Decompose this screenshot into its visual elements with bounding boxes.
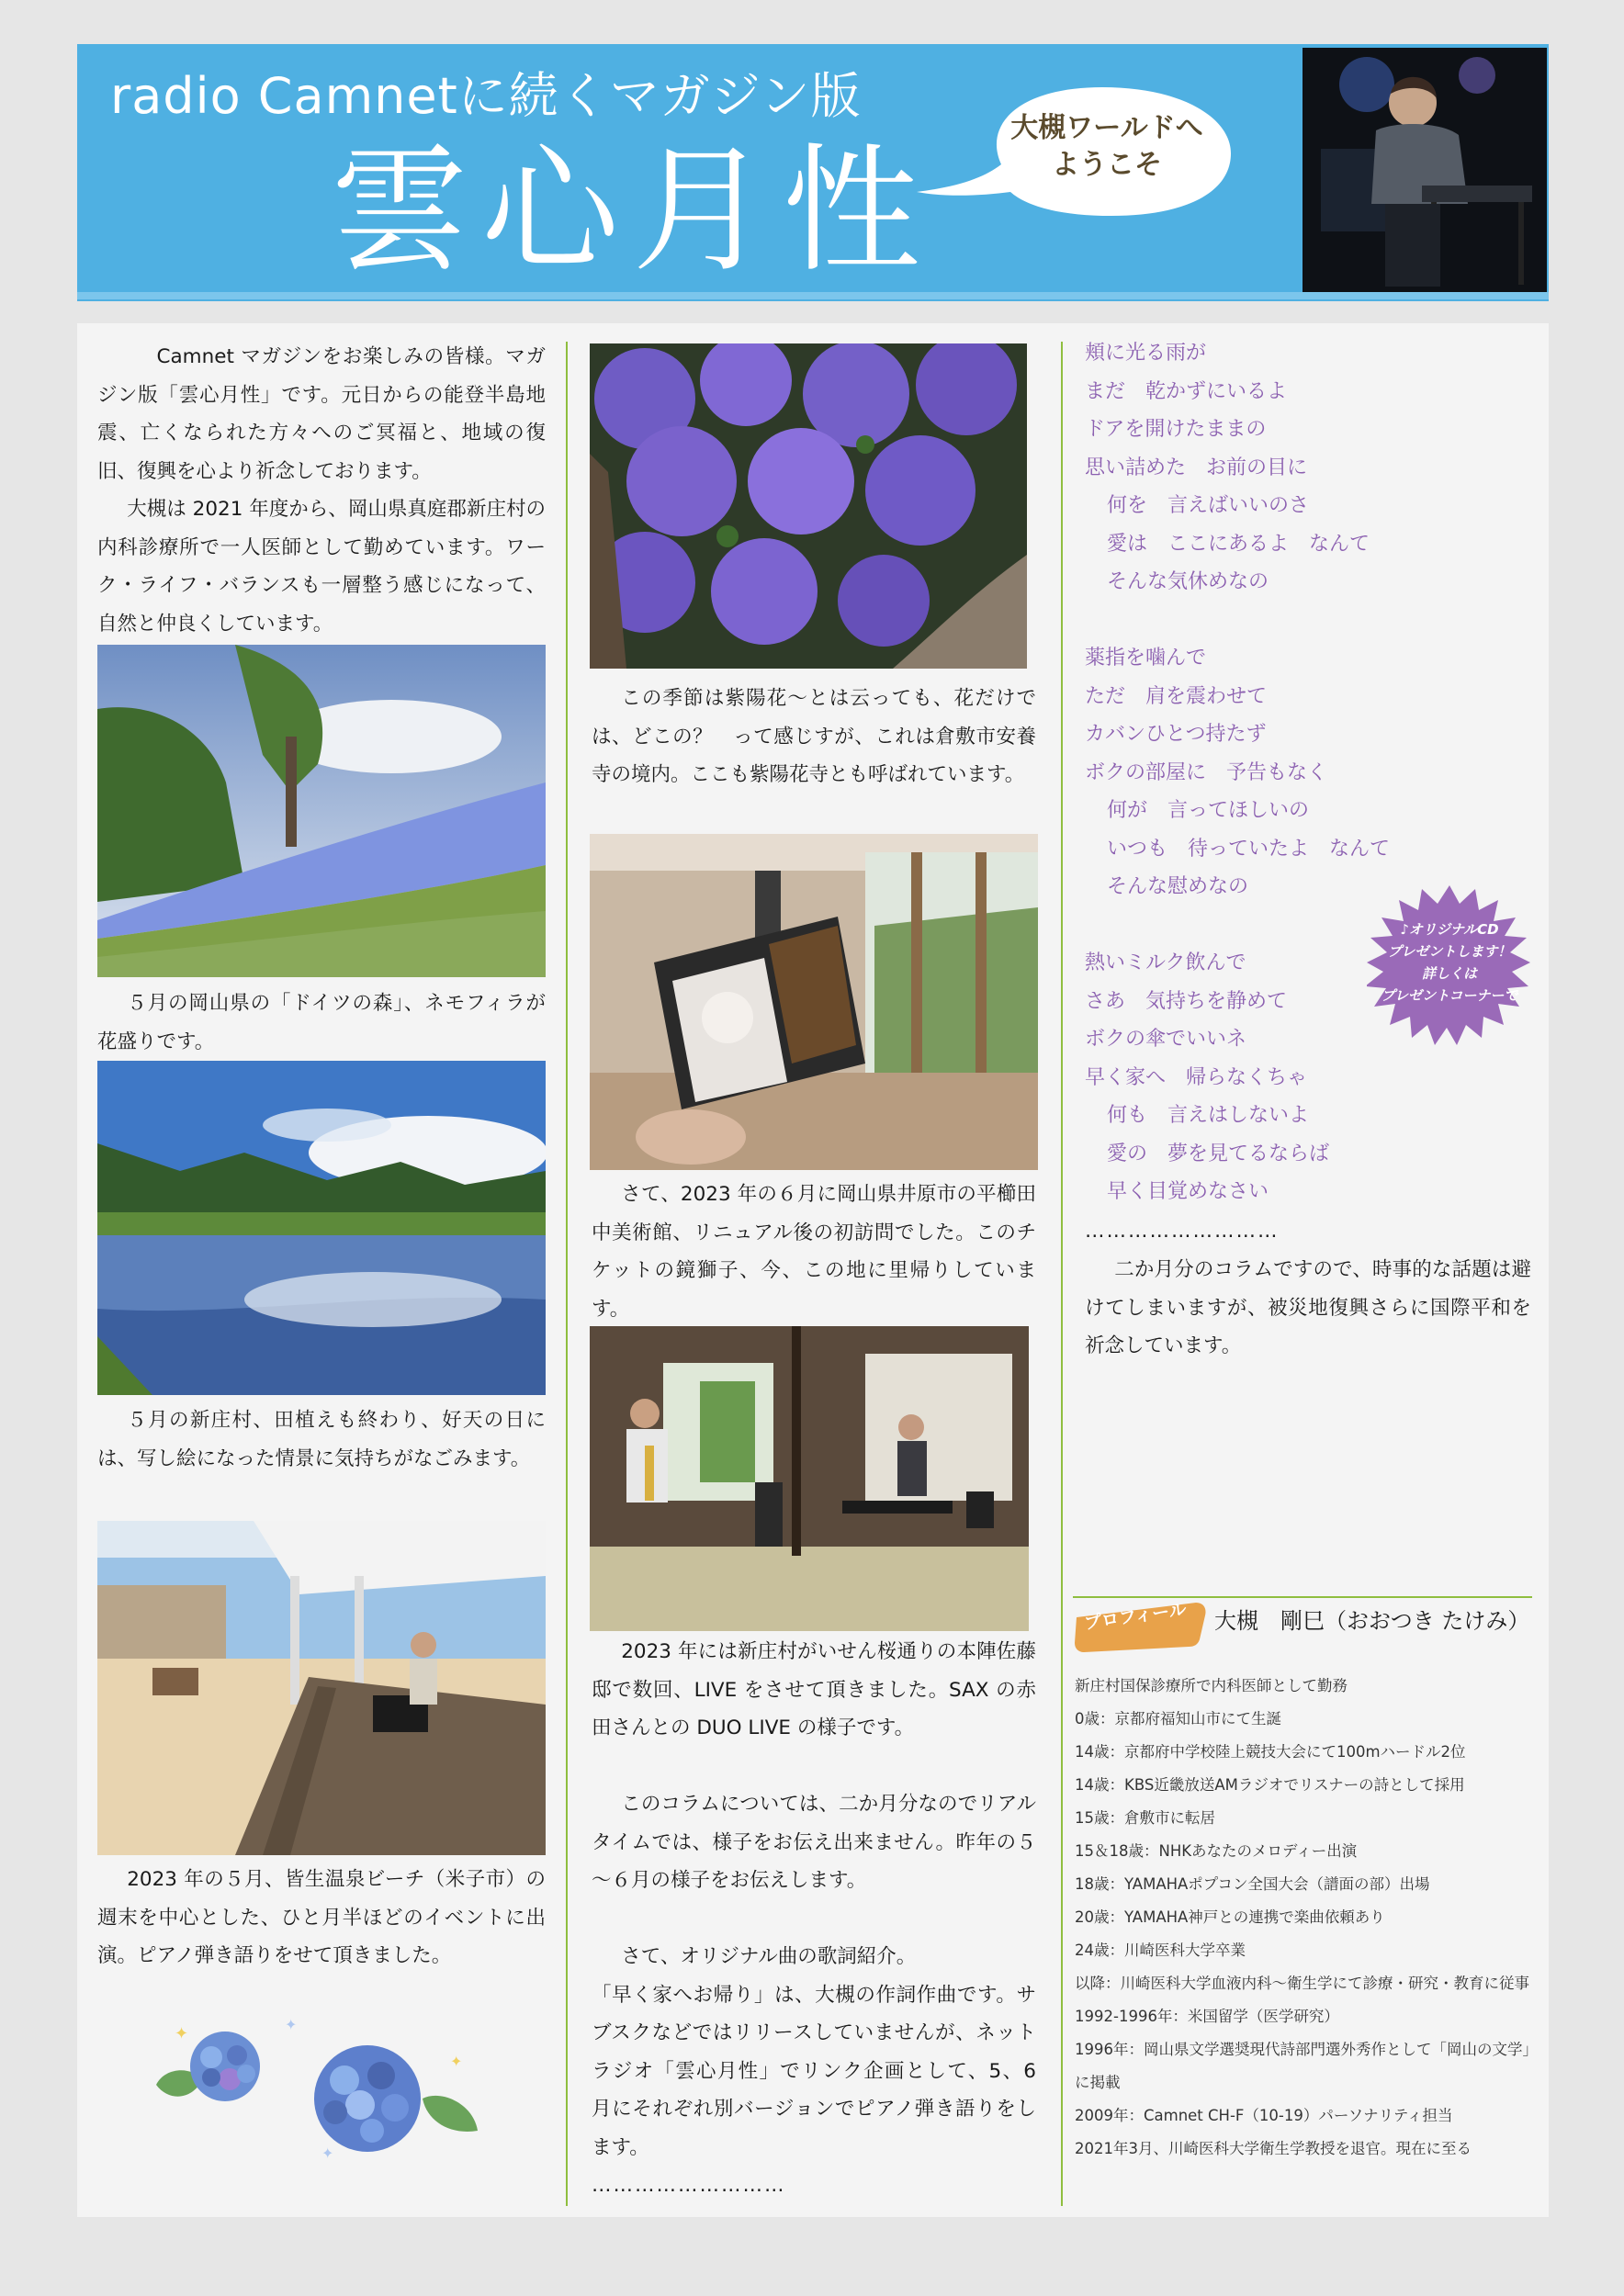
header-photo-pianist xyxy=(1303,48,1547,292)
photo-duo-live xyxy=(590,1326,1029,1631)
profile-line: 0歳：京都府福知山市にて生誕 xyxy=(1075,1710,1281,1728)
lyric-line: 頬に光る雨が xyxy=(1085,342,1207,365)
lyric-line: 愛は ここにあるよ なんて xyxy=(1107,532,1370,556)
profile-line: 15＆18歳：NHKあなたのメロディー出演 xyxy=(1075,1842,1358,1860)
lyric-line: 熱いミルク飲んで xyxy=(1085,951,1246,974)
photo-nemophila xyxy=(97,645,546,977)
lyric-line: そんな慰めなの xyxy=(1107,875,1249,898)
profile-line: 2021年3月、川崎医科大学衛生学教授を退官。現在に至る xyxy=(1075,2140,1472,2157)
photo-rice-field xyxy=(97,1061,546,1395)
svg-text:✦: ✦ xyxy=(285,2016,298,2033)
profile-line: 15歳：倉敷市に転居 xyxy=(1075,1809,1215,1827)
svg-text:✦: ✦ xyxy=(175,2024,189,2043)
cd-text-line: ♪オリジナルCD xyxy=(1400,921,1499,938)
cd-text-line: プレゼントします！ xyxy=(1387,943,1512,960)
lyric-line: さあ 気持ちを静めて xyxy=(1085,989,1288,1013)
caption-beach-stage: 2023 年の５月、皆生温泉ビーチ（米子市）の週末を中心とした、ひと月半ほどのイベントに出演。ピアノ弾き語りをせて頂きました。 xyxy=(97,1868,546,1967)
profile-line: 1996年：岡山県文学選奨現代詩部門選外秀作として「岡山の文学」に掲載 xyxy=(1075,2041,1538,2091)
lyric-line: ボクの傘でいいネ xyxy=(1085,1028,1247,1051)
lyric-line: 思い詰めた お前の目に xyxy=(1085,456,1308,479)
profile-line: 20歳：YAMAHA神戸との連携で楽曲依頼あり xyxy=(1075,1908,1385,1926)
profile-line: 14歳：KBS近畿放送AMラジオでリスナーの詩として採用 xyxy=(1075,1776,1465,1794)
bubble-line-1: 大槻ワールドへ xyxy=(1010,112,1203,144)
hydrangea-illustration xyxy=(147,2011,487,2167)
photo-hydrangea xyxy=(590,343,1027,669)
svg-text:✦: ✦ xyxy=(321,2144,334,2162)
caption-museum-ticket: さて、2023 年の６月に岡山県井原市の平櫛田中美術館、リニュアル後の初訪問でした。このチケットの鏡獅子、今、この地に里帰りしています。 xyxy=(592,1183,1036,1321)
column-divider-1 xyxy=(566,342,568,2206)
header-subtitle: radio Camnetに続くマガジン版 xyxy=(110,67,862,125)
intro-article xyxy=(97,338,546,643)
profile-line: 18歳：YAMAHAポプコン全国大会（譜面の部）出場 xyxy=(1075,1875,1430,1893)
column-note xyxy=(592,1785,1036,1900)
song-intro-paragraph: 「早く家へお帰り」は、大槻の作詞作曲です。サブスクなどではリリースしていませんが、ネットラジオ「雲心月性」でリンク企画として、5、6 月にそれぞれ別バージョンでピアノ弾き語りをします。 xyxy=(592,1983,1036,2159)
cd-text-line: プレゼントコーナーで xyxy=(1381,987,1518,1004)
lyric-line: 何が 言ってほしいの xyxy=(1107,799,1310,822)
bubble-text xyxy=(974,110,1240,184)
lyric-line: ボクの部屋に 予告もなく xyxy=(1085,760,1328,784)
profile-line: 1992-1996年：米国留学（医学研究） xyxy=(1075,2008,1339,2025)
caption-duo-live: 2023 年には新庄村がいせん桜通りの本陣佐藤邸で数回、LIVE をさせて頂きました。SAX の赤田さんとの DUO LIVE の様子です。 xyxy=(592,1640,1036,1739)
caption-hydrangea: この季節は紫陽花～とは云っても、花だけでは、どこの？ って感じすが、これは倉敷市安養寺の境内。ここも紫陽花寺とも呼ばれています。 xyxy=(592,687,1036,786)
lyric-line: そんな気休めなの xyxy=(1107,570,1269,593)
lyric-line: いつも 待っていたよ なんて xyxy=(1107,837,1391,861)
page-title: 雲心月性 xyxy=(331,131,934,291)
intro-paragraph-2: 大槻は 2021 年度から、岡山県真庭郡新庄村の内科診療所で一人医師として勤めています。ワーク・ライフ・バランスも一層整う感じになって、自然と仲良くしています。 xyxy=(97,498,546,636)
lyric-line: ただ 肩を震わせて xyxy=(1085,684,1268,708)
dotted-separator: ……………………… xyxy=(592,2174,786,2197)
cd-present-text xyxy=(1376,918,1523,1007)
song-intro-line: さて、オリジナル曲の歌詞紹介。 xyxy=(621,1945,917,1968)
lyric-line: 早く家へ 帰らなくちゃ xyxy=(1085,1065,1308,1089)
profile-name: 大槻 剛巳（おおつき たけみ） xyxy=(1214,1608,1530,1634)
bubble-line-2: ようこそ xyxy=(1052,149,1162,181)
profile-line: 14歳：京都府中学校陸上競技大会にて100mハードル2位 xyxy=(1075,1743,1466,1761)
photo-beach-stage xyxy=(97,1521,546,1855)
caption-rice-field: ５月の新庄村、田植えも終わり、好天の日には、写し絵になった情景に気持ちがなごみます。 xyxy=(97,1409,546,1470)
photo-museum-ticket xyxy=(590,834,1038,1170)
lyrics-dotted-separator: ……………………… xyxy=(1085,1220,1280,1243)
profile-history xyxy=(1075,1670,1539,2166)
svg-text:✦: ✦ xyxy=(450,2053,463,2070)
cd-text-line: 詳しくは xyxy=(1421,965,1477,982)
lyric-line: まだ 乾かずにいるよ xyxy=(1085,379,1288,403)
song-lyrics xyxy=(1085,334,1526,1211)
closing-paragraph: 二か月分のコラムですので、時事的な話題は避けてしまいますが、被災地復興さらに国際平和を祈念しています。 xyxy=(1085,1258,1531,1357)
lyric-line: 愛の 夢を見てるならば xyxy=(1107,1142,1330,1165)
column-note-paragraph: このコラムについては、二か月分なのでリアルタイムでは、様子をお伝え出来ません。昨年の５～６月の様子をお伝えします。 xyxy=(592,1793,1036,1892)
profile-line: 24歳：川崎医科大学卒業 xyxy=(1075,1941,1246,1959)
profile-line: 新庄村国保診療所で内科医師として勤務 xyxy=(1075,1677,1348,1694)
caption-nemophila: ５月の岡山県の「ドイツの森」、ネモフィラが花盛りです。 xyxy=(97,992,546,1053)
lyric-line: ドアを開けたままの xyxy=(1085,418,1267,441)
profile-line: 2009年：Camnet CH-F（10-19）パーソナリティ担当 xyxy=(1075,2107,1453,2124)
profile-line: 以降：川崎医科大学血液内科～衛生学にて診療・研究・教育に従事 xyxy=(1075,1975,1529,1992)
lyric-line: 何も 言えはしないよ xyxy=(1107,1104,1310,1127)
song-intro xyxy=(592,1938,1036,2205)
lyric-line: 薬指を噛んで xyxy=(1085,647,1207,670)
lyric-line: 早く目覚めなさい xyxy=(1107,1180,1269,1203)
column-divider-2 xyxy=(1061,342,1063,2206)
profile-tag: プロフィール xyxy=(1082,1599,1189,1634)
lyric-line: カバンひとつ持たず xyxy=(1085,723,1267,746)
intro-paragraph-1: Camnet マガジンをお楽しみの皆様。マガジン版「雲心月性」です。元日からの能登半島地震、亡くなられた方々へのご冥福と、地域の復旧、復興を心より祈念しております。 xyxy=(97,345,546,483)
lyric-line: 何を 言えばいいのさ xyxy=(1107,494,1310,517)
